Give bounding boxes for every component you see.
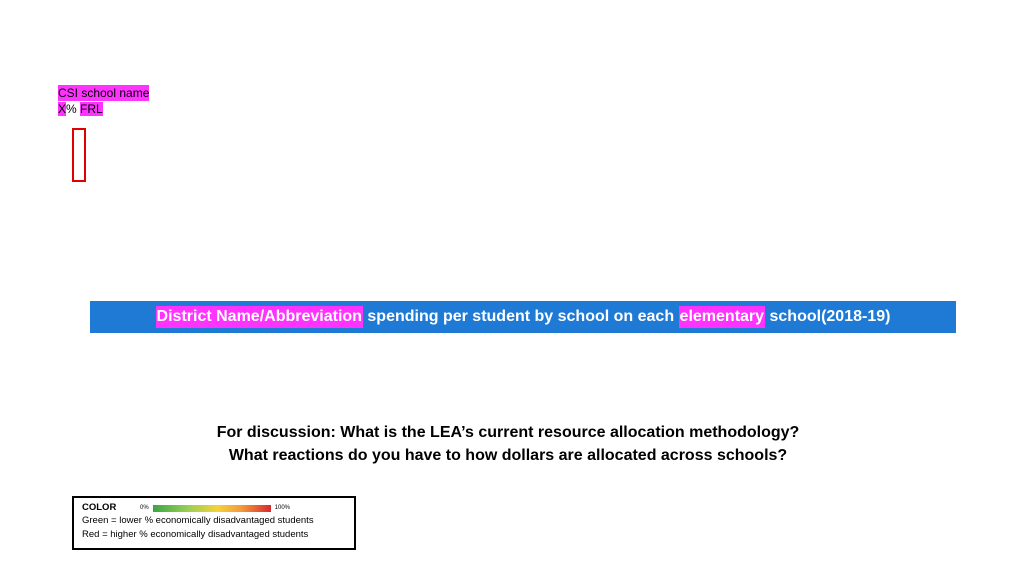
legend-header — [82, 502, 354, 514]
district-name: District Name/Abbreviation — [156, 306, 363, 328]
title-end-text: school(2018-19) — [769, 308, 891, 325]
title-mid-text: spending per student by school on each — [367, 308, 675, 325]
discussion-prompt — [0, 421, 1016, 467]
legend-green-text: Green = lower % economically disadvantaged students — [82, 515, 314, 526]
frl-x: X — [58, 102, 67, 116]
school-label — [58, 85, 149, 117]
school-level: elementary — [679, 306, 766, 328]
legend-title: COLOR — [82, 502, 117, 513]
title-bar — [90, 301, 956, 333]
discussion-line-2: What reactions do you have to how dollars are allocated across schools? — [228, 447, 788, 464]
legend-red-text: Red = higher % economically disadvantaged students — [82, 529, 309, 540]
discussion-line-1: For discussion: What is the LEA’s current resource allocation methodology? — [216, 424, 800, 441]
legend-gradient-bar — [153, 505, 271, 512]
frl-pct: % — [66, 102, 77, 116]
color-legend — [72, 496, 356, 550]
legend-min-label: 0% — [140, 505, 149, 511]
placeholder-marker — [72, 128, 86, 182]
frl-label: FRL — [80, 102, 103, 116]
school-name: CSI school name — [58, 86, 150, 100]
frl-line — [58, 101, 149, 117]
legend-max-label: 100% — [274, 505, 291, 511]
